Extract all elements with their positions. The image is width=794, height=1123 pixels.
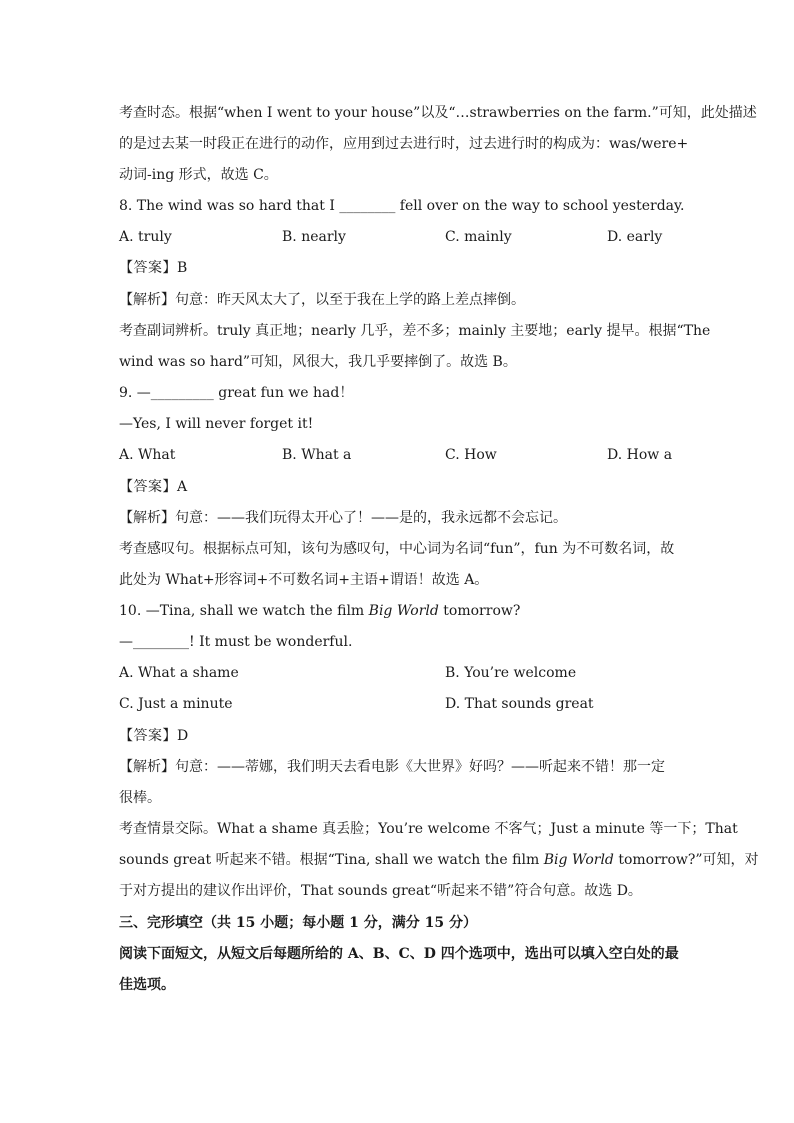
q10-stem-text: 10. —Tina, shall we watch the film <box>119 603 369 619</box>
section-3-title: 三、完形填空（共 15 小题；每小题 1 分，满分 15 分） <box>119 915 477 931</box>
q10-stem-film-title: Big World <box>368 603 439 619</box>
intro-line-3: 动词-ing 形式，故选 C。 <box>119 167 278 183</box>
q10-analysis-4-text: sounds great 听起来不错。根据“Tina, shall we watch the film <box>119 852 544 868</box>
section-3-instruction-1: 阅读下面短文，从短文后每题所给的 A、B、C、D 四个选项中，选出可以填入空白处的最 <box>119 946 679 962</box>
q10-option-c: C. Just a minute <box>119 696 233 712</box>
q8-analysis-3: wind was so hard”可知，风很大，我几乎要摔倒了。故选 B。 <box>119 354 517 370</box>
q10-option-b: B. You’re welcome <box>445 665 577 681</box>
intro-line-2: 的是过去某一时段正在进行的动作，应用到过去进行时，过去进行时的构成为：was/were+ <box>119 136 689 152</box>
q8-answer: 【答案】B <box>119 260 188 276</box>
q10-analysis-4-film-title: Big World <box>543 852 614 868</box>
q10-reply: —________! It must be wonderful. <box>119 634 353 650</box>
q9-analysis-3: 此处为 What+形容词+不可数名词+主语+谓语！故选 A。 <box>119 572 489 588</box>
intro-line-1: 考查时态。根据“when I went to your house”以及“…strawberries on the farm.”可知，此处描述 <box>119 105 757 121</box>
q8-option-c: C. mainly <box>445 229 512 245</box>
q9-analysis-2: 考查感叹句。根据标点可知，该句为感叹句，中心词为名词“fun”，fun 为不可数名词，故 <box>119 541 675 557</box>
q8-option-b: B. nearly <box>282 229 346 245</box>
section-3-instruction-2: 佳选项。 <box>119 977 175 993</box>
q9-option-b: B. What a <box>282 447 352 463</box>
q10-analysis-2: 很棒。 <box>119 790 161 806</box>
q10-stem-end: tomorrow? <box>438 603 521 619</box>
q8-analysis-2: 考查副词辨析。truly 真正地；nearly 几乎，差不多；mainly 主要地；early 提早。根据“The <box>119 323 711 339</box>
q10-analysis-3: 考查情景交际。What a shame 真丢脸；You’re welcome 不客气；Just a minute 等一下；That <box>119 821 738 837</box>
q10-stem <box>119 601 679 621</box>
q10-analysis-4-end: tomorrow?”可知，对 <box>613 852 759 868</box>
q10-option-d: D. That sounds great <box>445 696 594 712</box>
q8-stem: 8. The wind was so hard that I ________ fell over on the way to school yesterday. <box>119 198 685 214</box>
q8-option-d: D. early <box>607 229 663 245</box>
q9-stem: 9. —_________ great fun we had！ <box>119 385 354 401</box>
q10-analysis-4 <box>119 850 759 870</box>
q9-option-d: D. How a <box>607 447 673 463</box>
q10-option-a: A. What a shame <box>119 665 239 681</box>
q9-option-c: C. How <box>445 447 497 463</box>
q9-answer: 【答案】A <box>119 479 188 495</box>
q10-analysis-1: 【解析】句意：——蒂娜，我们明天去看电影《大世界》好吗？——听起来不错！那一定 <box>119 759 665 775</box>
q9-analysis-1: 【解析】句意：——我们玩得太开心了！——是的，我永远都不会忘记。 <box>119 510 567 526</box>
q9-reply: —Yes, I will never forget it! <box>119 416 314 432</box>
q10-answer: 【答案】D <box>119 728 189 744</box>
q8-option-a: A. truly <box>119 229 172 245</box>
q9-option-a: A. What <box>119 447 176 463</box>
q8-analysis-1: 【解析】句意：昨天风太大了，以至于我在上学的路上差点摔倒。 <box>119 292 525 308</box>
q10-analysis-5: 于对方提出的建议作出评价，That sounds great“听起来不错”符合句意。故选 D。 <box>119 883 642 899</box>
